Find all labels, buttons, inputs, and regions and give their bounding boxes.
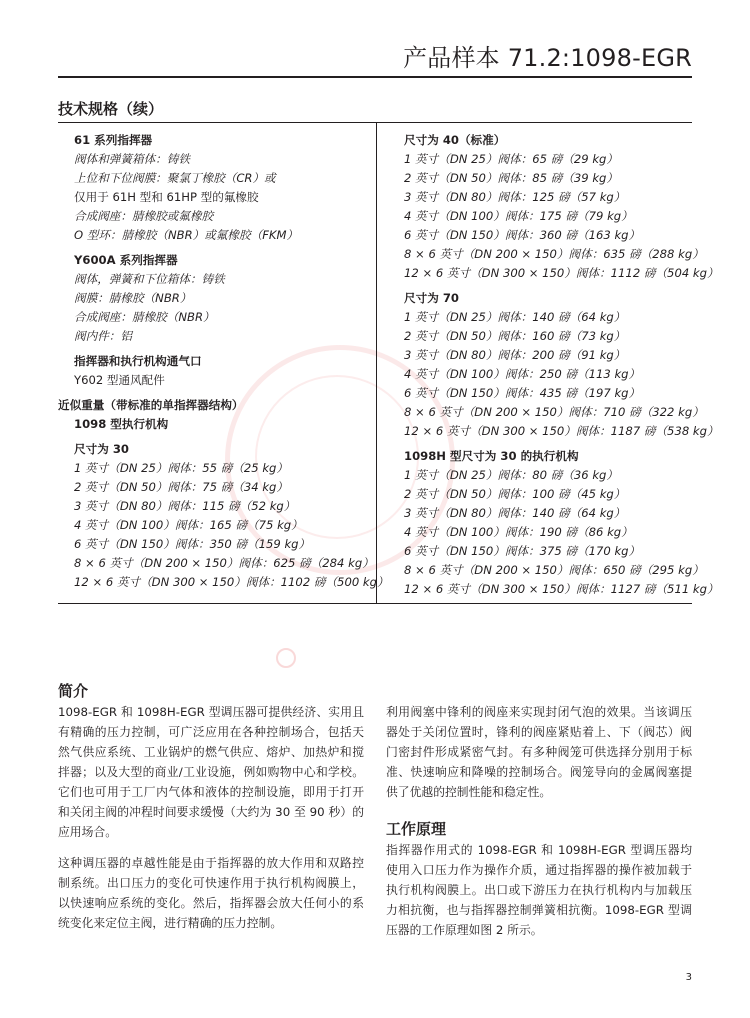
spec-line: 4 英寸（DN 100）阀体：175 磅（79 kg）: [404, 209, 633, 223]
header-divider: [58, 76, 692, 78]
spec-line: 4 英寸（DN 100）阀体：250 磅（113 kg）: [404, 367, 641, 381]
page-number: 3: [685, 972, 692, 983]
spec-line: 阀体和弹簧箱体：铸铁: [74, 152, 190, 166]
spec-line: 4 英寸（DN 100）阀体：165 磅（75 kg）: [74, 518, 303, 532]
spec-line: 4 英寸（DN 100）阀体：190 磅（86 kg）: [404, 525, 633, 539]
spec-line: 阀膜：腈橡胶（NBR）: [74, 291, 192, 305]
spec-line: 6 英寸（DN 150）阀体：435 磅（197 kg）: [404, 386, 641, 400]
spec-line: 2 英寸（DN 50）阀体：100 磅（45 kg）: [404, 487, 626, 501]
spec-line: 合成阀座：腈橡胶或氟橡胶: [74, 209, 214, 223]
spec-heading: 尺寸为 40（标准）: [404, 133, 506, 147]
spec-line: 6 英寸（DN 150）阀体：375 磅（170 kg）: [404, 544, 641, 558]
spec-line: 6 英寸（DN 150）阀体：350 磅（159 kg）: [74, 537, 311, 551]
spec-heading: 尺寸为 30: [74, 442, 129, 456]
spec-line: 上位和下位阀膜：聚氯丁橡胶（CR）或: [74, 171, 276, 185]
intro-paragraph-2: 这种调压器的卓越性能是由于指挥器的放大作用和双路控制系统。出口压力的变化可快速作用于执行机构阀膜上，以快速响应系统的变化。然后，指挥器会放大任何小的系统变化来定位主阀，进行精确的压力控制。: [58, 856, 364, 930]
spec-heading: Y600A 系列指挥器: [74, 253, 178, 267]
spec-line: 3 英寸（DN 80）阀体：115 磅（52 kg）: [74, 499, 296, 513]
spec-line: 3 英寸（DN 80）阀体：140 磅（64 kg）: [404, 506, 626, 520]
watermark-dot: [276, 648, 296, 668]
spec-line: 1 英寸（DN 25）阀体：65 磅（29 kg）: [404, 152, 618, 166]
spec-line: O 型环：腈橡胶（NBR）或氟橡胶（FKM）: [74, 228, 299, 242]
specs-table: [58, 122, 719, 604]
spec-line: 12 × 6 英寸（DN 300 × 150）阀体：1127 磅（511 kg）: [404, 582, 719, 596]
spec-line: Y602 型通风配件: [74, 373, 165, 387]
spec-line: 2 英寸（DN 50）阀体：85 磅（39 kg）: [404, 171, 618, 185]
spec-line: 8 × 6 英寸（DN 200 × 150）阀体：710 磅（322 kg）: [404, 405, 704, 419]
spec-line: 12 × 6 英寸（DN 300 × 150）阀体：1187 磅（538 kg）: [404, 424, 719, 438]
spec-line: 阀内件：铝: [74, 329, 132, 343]
intro-heading: 简介: [58, 682, 89, 700]
spec-line: 1 英寸（DN 25）阀体：140 磅（64 kg）: [404, 310, 626, 324]
spec-line: 3 英寸（DN 80）阀体：125 磅（57 kg）: [404, 190, 626, 204]
spec-heading: 近似重量（带标准的单指挥器结构）: [58, 398, 244, 412]
spec-line: 合成阀座：腈橡胶（NBR）: [74, 310, 215, 324]
spec-line: 1 英寸（DN 25）阀体：55 磅（25 kg）: [74, 461, 288, 475]
spec-line: 2 英寸（DN 50）阀体：75 磅（34 kg）: [74, 480, 288, 494]
specs-section-title: 技术规格（续）: [58, 100, 164, 118]
spec-heading: 指挥器和执行机构通气口: [74, 354, 202, 368]
document-title: 产品样本 71.2:1098-EGR: [403, 44, 692, 72]
spec-line: 2 英寸（DN 50）阀体：160 磅（73 kg）: [404, 329, 626, 343]
spec-line: 8 × 6 英寸（DN 200 × 150）阀体：650 磅（295 kg）: [404, 563, 704, 577]
spec-line: 阀体，弹簧和下位箱体：铸铁: [74, 272, 225, 286]
spec-line: 3 英寸（DN 80）阀体：200 磅（91 kg）: [404, 348, 626, 362]
spec-line: 8 × 6 英寸（DN 200 × 150）阀体：625 磅（284 kg）: [74, 556, 374, 570]
spec-line: 6 英寸（DN 150）阀体：360 磅（163 kg）: [404, 228, 641, 242]
spec-line: 8 × 6 英寸（DN 200 × 150）阀体：635 磅（288 kg）: [404, 247, 704, 261]
intro-paragraph-1: 1098-EGR 和 1098H-EGR 型调压器可提供经济、实用且有精确的压力控制，可广泛应用在各种控制场合，包括天然气供应系统、工业锅炉的燃气供应、熔炉、加热炉和搅拌器；以及大型的商业/工业设施，例如购物中心和学校。它们也可用于工厂内气体和液体的控制设施，即用于打开和关闭主阀的冲程时间要求缓慢（大约为 30 至 90 秒）的应用场合。: [58, 705, 364, 839]
spec-line: 1 英寸（DN 25）阀体：80 磅（36 kg）: [404, 468, 618, 482]
spec-line: 12 × 6 英寸（DN 300 × 150）阀体：1102 磅（500 kg）: [74, 575, 389, 589]
spec-line: 仅用于 61H 型和 61HP 型的氟橡胶: [74, 190, 259, 204]
column-divider: [376, 123, 377, 603]
spec-heading: 1098H 型尺寸为 30 的执行机构: [404, 449, 579, 463]
specs-right-column: [404, 131, 719, 599]
intro-paragraph-3: 利用阀塞中锋利的阀座来实现封闭气泡的效果。当该调压器处于关闭位置时，锋利的阀座紧贴着上、下（阀芯）阀门密封件形成紧密气封。有多种阀笼可供选择分别用于标准、快速响应和降噪的控制场合。阀笼导向的金属阀塞提供了优越的控制性能和稳定性。: [386, 705, 692, 799]
specs-left-column: [58, 131, 389, 592]
spec-heading: 1098 型执行机构: [74, 417, 169, 431]
spec-heading: 61 系列指挥器: [74, 133, 153, 147]
principle-heading: 工作原理: [386, 820, 447, 838]
spec-heading: 尺寸为 70: [404, 291, 459, 305]
principle-paragraph: 指挥器作用式的 1098-EGR 和 1098H-EGR 型调压器均使用入口压力作为操作介质，通过指挥器的操作被加载于执行机构阀膜上。出口或下游压力在执行机构内与加载压力相抗衡，也与指挥器控制弹簧相抗衡。1098-EGR 型调压器的工作原理如图 2 所示。: [386, 843, 692, 937]
spec-line: 12 × 6 英寸（DN 300 × 150）阀体：1112 磅（504 kg）: [404, 266, 719, 280]
